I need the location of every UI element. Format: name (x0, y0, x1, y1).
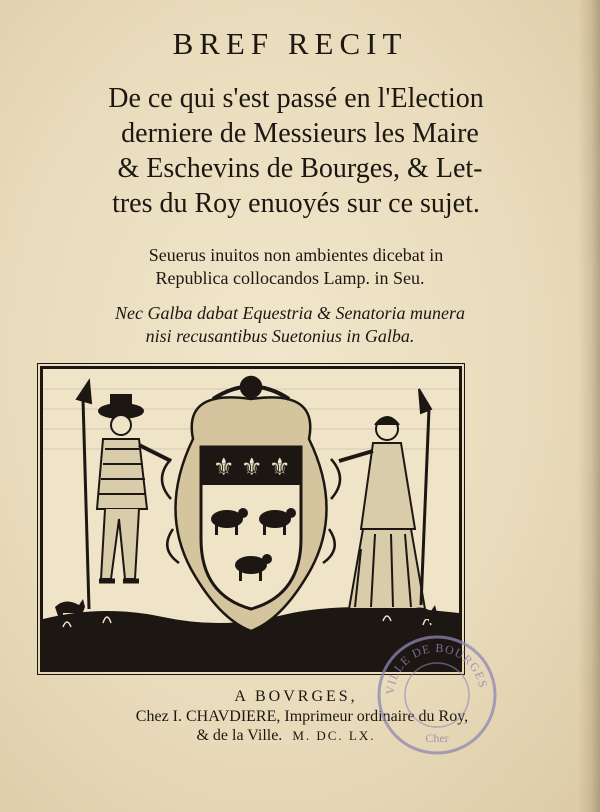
svg-text:⚜: ⚜ (241, 453, 263, 481)
subtitle-line-4: tres du Roy enuoyés sur ce sujet. (112, 188, 480, 219)
imprint-town: & de la Ville. (196, 727, 283, 744)
subtitle-line-1: De ce qui s'est passé en l'Election (108, 83, 484, 114)
imprint-printer: Chez I. CHAVDIERE, Imprimeur ordinaire du Roy, (135, 708, 469, 725)
fleur-de-lis-icons (213, 453, 291, 481)
page-title: BREF RECIT (172, 26, 408, 61)
library-stamp (374, 632, 500, 758)
stamp-text: VILLE DE BOURGES (382, 640, 491, 696)
stamp-bottom-text: Cher (425, 731, 449, 745)
svg-text:⚜: ⚜ (213, 453, 235, 481)
imprint-city: A BOVRGES, (234, 688, 358, 705)
latin-quote-line-1: Seuerus inuitos non ambientes dicebat in (148, 245, 444, 265)
italic-quote-line-2: nisi recusantibus Suetonius in Galba. (145, 326, 415, 346)
woodcut-illustration (40, 366, 462, 672)
italic-quote-line-1: Nec Galba dabat Equestria & Senatoria munera (115, 303, 465, 323)
imprint-date: M. DC. LX. (292, 728, 376, 743)
subtitle-line-3: & Eschevins de Bourges, & Let- (117, 153, 483, 184)
subtitle-line-2: derniere de Messieurs les Maire (121, 118, 479, 149)
coat-of-arms-shield (201, 447, 301, 609)
svg-text:⚜: ⚜ (269, 453, 291, 481)
latin-quote-line-2: Republica collocandos Lamp. in Seu. (155, 268, 425, 288)
woman-supporter-figure (339, 389, 431, 609)
man-supporter-figure (77, 381, 171, 609)
